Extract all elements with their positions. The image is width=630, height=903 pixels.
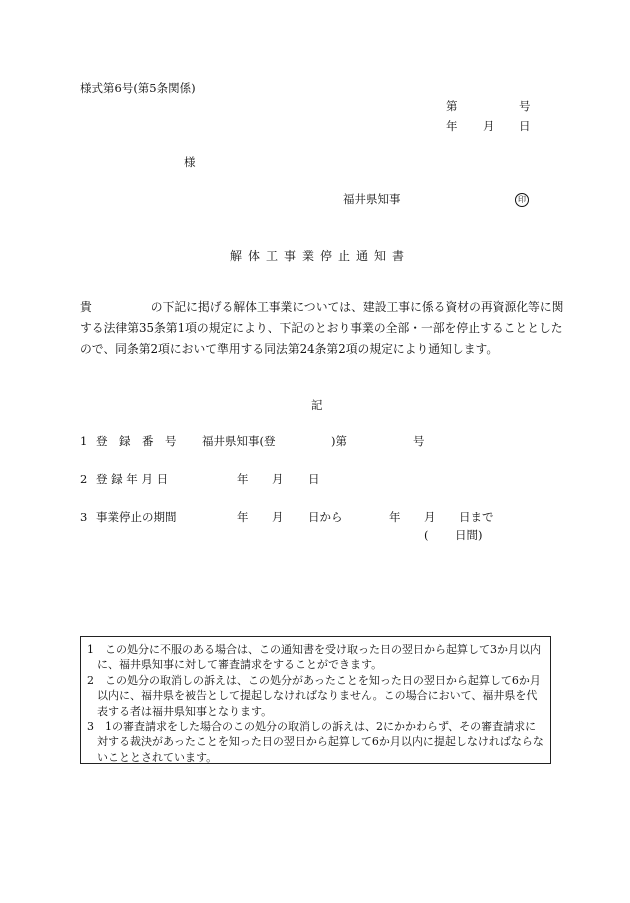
issuer: 福井県知事: [343, 192, 401, 206]
item-1-value-mid: )第: [331, 434, 347, 448]
item-2-month: 月: [272, 472, 284, 486]
item-1-label: 登 録 番 号: [96, 434, 177, 448]
notice-item-3: 3 1の審査請求をした場合のこの処分の取消しの訴えは、2にかかわらず、その審査請求に対する裁決があったことを知った日の翌日から起算して6か月以内に提起しなければならないこととされています。: [87, 720, 544, 764]
item-2-year: 年: [237, 472, 249, 486]
item-1-value-suffix: 号: [413, 434, 425, 448]
item-3-month-from: 月: [272, 510, 284, 524]
notice-item-1: 1 この処分に不服のある場合は、この通知書を受け取った日の翌日から起算して3か月以内に、福井県知事に対して審査請求をすることができます。: [87, 643, 541, 672]
form-label: 様式第6号(第5条関係): [80, 81, 196, 95]
body-line-3: ので、同条第2項において準用する同法第24条第2項の規定により通知します。: [80, 342, 499, 356]
document-title: 解体工事業停止通知書: [230, 249, 411, 263]
date-day: 日: [519, 119, 531, 133]
item-3-days-close: 日間): [455, 528, 483, 542]
item-3-month-until: 月: [424, 510, 436, 524]
notice-item-2: 2 この処分の取消しの訴えは、この処分があったことを知った日の翌日から起算して6か月以内に、福井県を被告として提起しなければなりません。この場合において、福井県を代表する者は福井県知事となります。: [87, 673, 541, 718]
item-3-label: 事業停止の期間: [96, 510, 177, 524]
item-3-days-open: (: [424, 528, 429, 542]
item-2-no: 2: [80, 472, 88, 486]
item-1-value-prefix: 福井県知事(登: [202, 434, 276, 448]
item-2-day: 日: [308, 472, 320, 486]
date-month: 月: [483, 119, 495, 133]
item-3-day-until: 日まで: [459, 510, 494, 524]
item-2-label: 登 録 年 月 日: [96, 472, 169, 486]
item-3-no: 3: [80, 510, 88, 524]
item-3-year-from: 年: [237, 510, 249, 524]
body-line-1: 貴 の下記に掲げる解体工事業については、建設工事に係る資材の再資源化等に関: [80, 300, 564, 314]
ki-heading: 記: [311, 398, 323, 412]
seal-text: 印: [515, 193, 529, 207]
date-year: 年: [446, 119, 458, 133]
item-3-year-until: 年: [389, 510, 401, 524]
body-line-2: する法律第35条第1項の規定により、下記のとおり事業の全部・一部を停止することとした: [80, 321, 563, 335]
doc-number-dai: 第: [446, 99, 458, 113]
doc-number-go: 号: [519, 99, 531, 113]
addressee-suffix: 様: [184, 155, 196, 169]
item-3-day-from: 日から: [308, 510, 343, 524]
notice-box: [80, 636, 551, 764]
item-1-no: 1: [80, 434, 88, 448]
seal-mark: [515, 193, 529, 207]
